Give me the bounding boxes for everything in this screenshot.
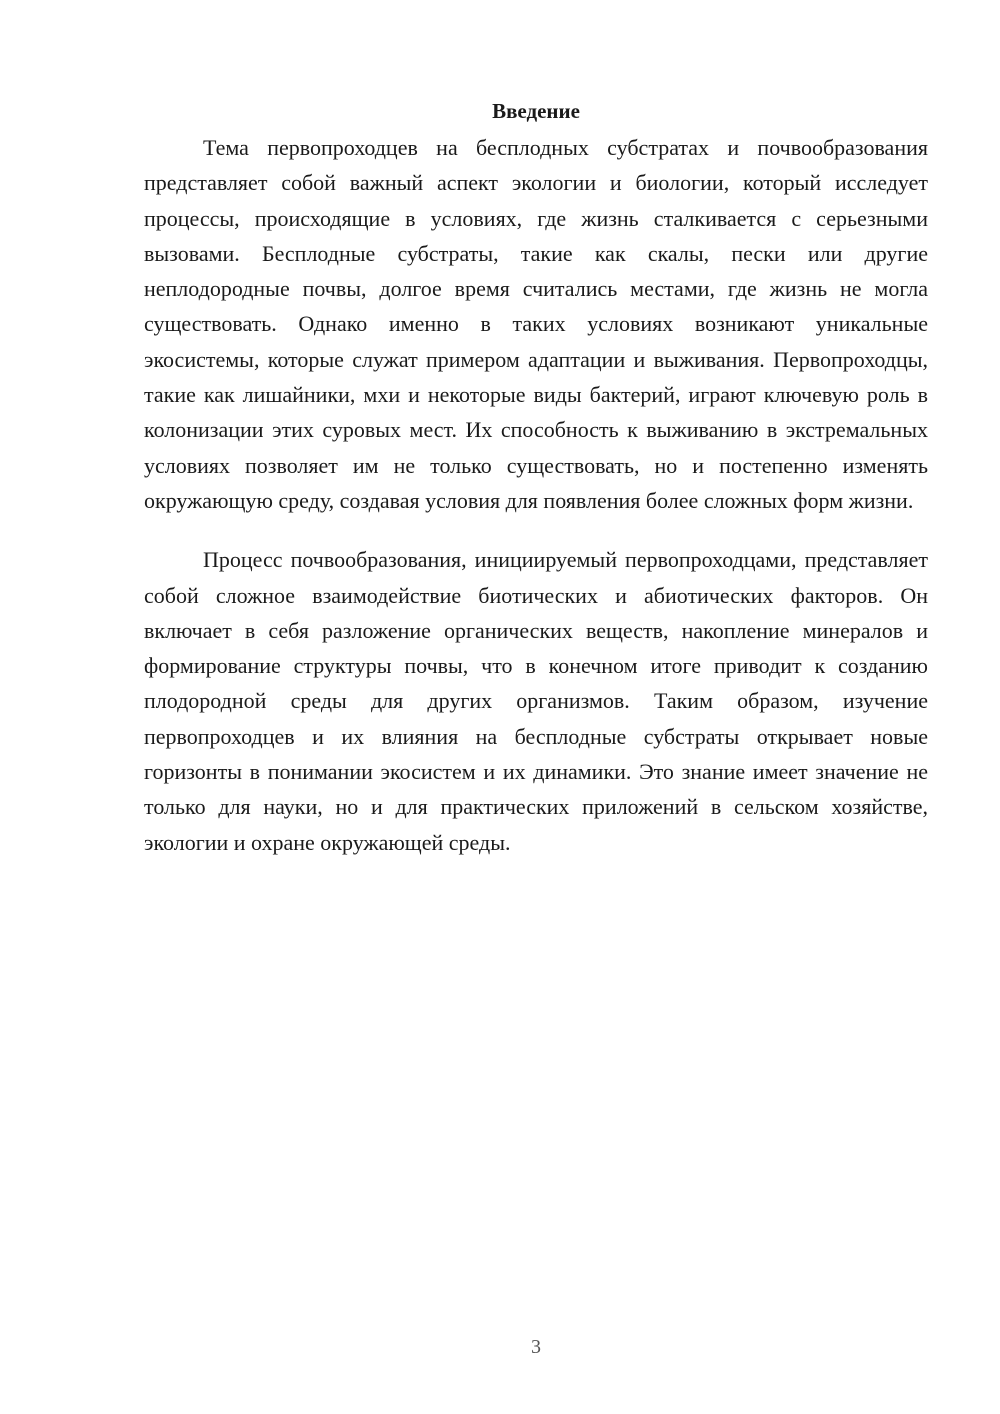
page-number: 3 [531, 1336, 541, 1358]
section-heading: Введение [492, 99, 580, 123]
paragraph-2: Процесс почвообразования, инициируемый первопроходцами, представляет собой сложное взаимодействие биотических и абиотических факторов. Он включает в себя разложение органических веществ, накопление минералов и формирование структуры почвы, что в конечном итоге приводит к созданию плодородной среды для других организмов. Таким образом, изучение первопроходцев и их влияния на бесплодные субстраты открывает новые горизонты в понимании экосистем и их динамики. Это знание имеет значение не только для науки, но и для практических приложений в сельском хозяйстве, экологии и охране окружающей среды. [144, 547, 928, 855]
page-content [144, 96, 928, 860]
paragraph-1: Тема первопроходцев на бесплодных субстратах и почвообразования представляет собой важный аспект экологии и биологии, который исследует процессы, происходящие в условиях, где жизнь сталкивается с серьезными вызовами. Бесплодные субстраты, такие как скалы, пески или другие неплодородные почвы, долгое время считались местами, где жизнь не могла существовать. Однако именно в таких условиях возникают уникальные экосистемы, которые служат примером адаптации и выживания. Первопроходцы, такие как лишайники, мхи и некоторые виды бактерий, играют ключевую роль в колонизации этих суровых мест. Их способность к выживанию в экстремальных условиях позволяет им не только существовать, но и постепенно изменять окружающую среду, создавая условия для появления более сложных форм жизни. [144, 135, 928, 513]
